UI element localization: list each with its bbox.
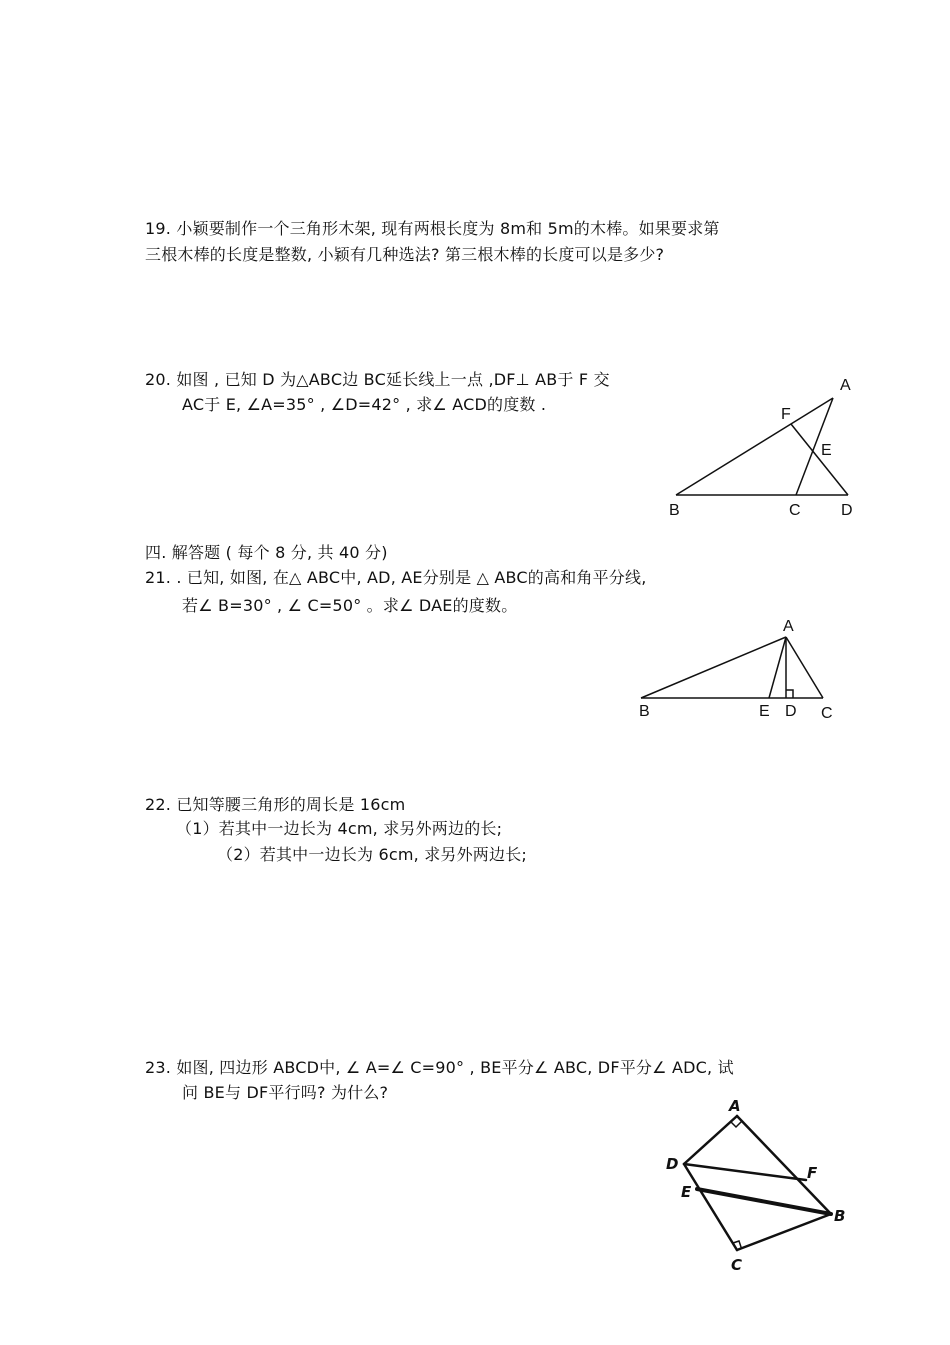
q22-line-3: （2）若其中一边长为 6cm, 求另外两边长; xyxy=(217,845,527,864)
q21-label-e: E xyxy=(759,703,770,720)
q23-segment-df xyxy=(684,1164,806,1180)
q23-segment-dc xyxy=(684,1164,737,1250)
q20-label-f: F xyxy=(781,406,791,423)
q20-label-a: A xyxy=(840,377,851,394)
q23-right-angle-mark-a xyxy=(731,1121,742,1127)
q23-label-d: D xyxy=(666,1155,679,1173)
q21-label-c: C xyxy=(821,705,833,722)
q23-segment-cb xyxy=(737,1214,831,1250)
q23-line-1: 23. 如图, 四边形 ABCD中, ∠ A=∠ C=90° , BE平分∠ ABC, DF平分∠ ADC, 试 xyxy=(145,1058,734,1077)
q22-line-1: 22. 已知等腰三角形的周长是 16cm xyxy=(145,795,406,814)
q20-label-d: D xyxy=(841,502,853,519)
q23-label-b: B xyxy=(834,1207,846,1225)
q20-label-e: E xyxy=(821,442,832,459)
q22-line-2: （1）若其中一边长为 4cm, 求另外两边的长; xyxy=(176,819,503,838)
q19-line-1: 19. 小颖要制作一个三角形木架, 现有两根长度为 8m和 5m的木棒。如果要求第 xyxy=(145,219,720,238)
q21-label-a: A xyxy=(783,618,794,635)
q21-line-1: 21. . 已知, 如图, 在△ ABC中, AD, AE分别是 △ ABC的高和角平分线, xyxy=(145,568,647,587)
q21-label-b: B xyxy=(639,703,650,720)
q23-line-2: 问 BE与 DF平行吗? 为什么? xyxy=(182,1083,389,1102)
q20-label-b: B xyxy=(669,502,680,519)
q19-line-2: 三根木棒的长度是整数, 小颖有几种选法? 第三根木棒的长度可以是多少? xyxy=(145,245,665,264)
q20-line-1: 20. 如图 , 已知 D 为△ABC边 BC延长线上一点 ,DF⊥ AB于 F 交 xyxy=(145,370,610,389)
q20-line-2: AC于 E, ∠A=35° , ∠D=42° , 求∠ ACD的度数 . xyxy=(182,395,547,414)
q20-label-c: C xyxy=(789,502,801,519)
q23-segment-ad xyxy=(684,1116,737,1164)
q23-label-f: F xyxy=(807,1164,818,1182)
q23-label-a: A xyxy=(729,1097,741,1115)
q23-label-e: E xyxy=(681,1183,692,1201)
q23-label-c: C xyxy=(731,1256,743,1274)
q21-line-2: 若∠ B=30° , ∠ C=50° 。求∠ DAE的度数。 xyxy=(182,596,518,615)
q21-label-d: D xyxy=(785,703,797,720)
section-4-title: 四. 解答题 ( 每个 8 分, 共 40 分) xyxy=(145,543,388,562)
